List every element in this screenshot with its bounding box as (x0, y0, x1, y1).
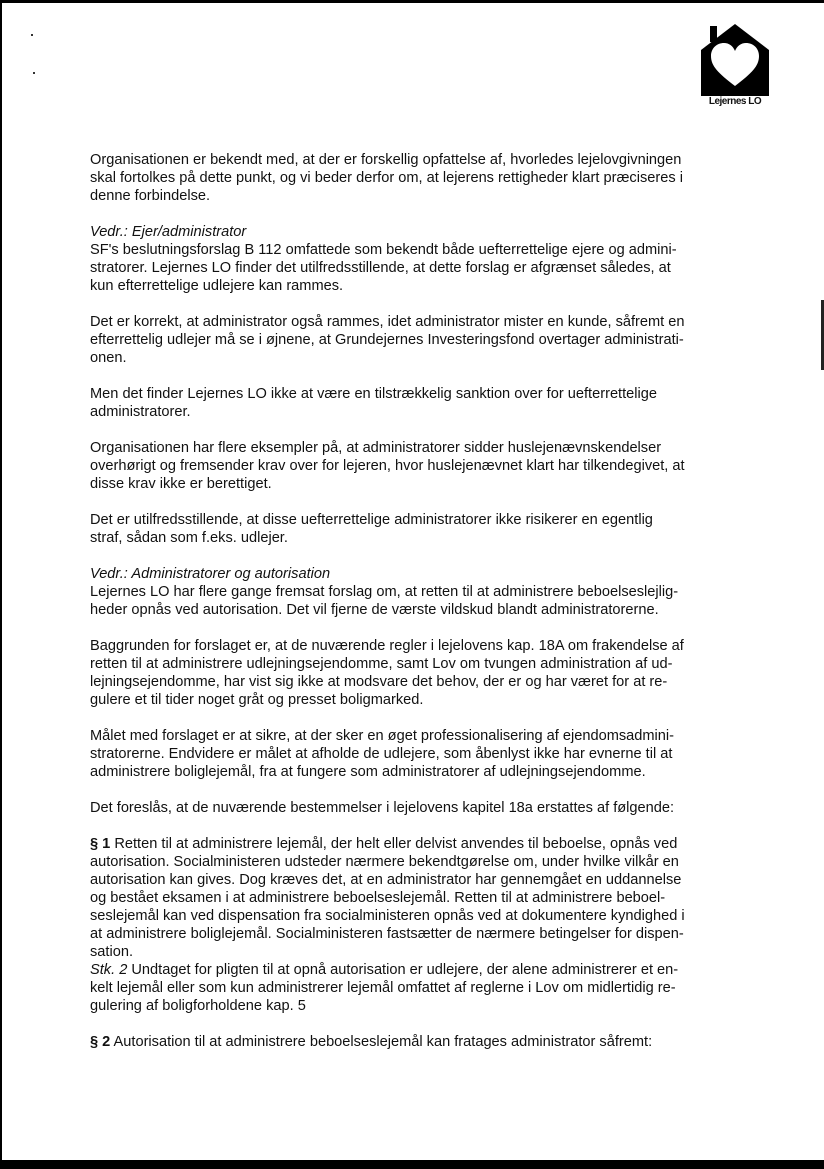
paragraph-section-2 (90, 1033, 730, 1051)
scan-speck (31, 34, 33, 36)
paragraph-intro (90, 151, 730, 205)
text-line: efterrettelig udlejer må se i øjnene, at Grundejernes Investeringsfond overtager administrati- (90, 332, 684, 348)
paragraph-maalet (90, 727, 730, 781)
text-line: Organisationen har flere eksempler på, at administratorer sidder huslejenævnskendelser (90, 440, 662, 456)
text-line: heder opnås ved autorisation. Det vil fjerne de værste vildskud blandt administratorerne. (90, 602, 659, 618)
text-line: Det er utilfredsstillende, at disse uefterrettelige administratorer ikke risikerer en egentlig (90, 512, 653, 528)
text-line: sation. (90, 944, 133, 960)
section-mark-2: § 2 (90, 1034, 111, 1050)
text-line: Men det finder Lejernes LO ikke at være en tilstrækkelig sanktion over for uefterrettelige (90, 386, 657, 402)
paragraph-autorisation (90, 583, 730, 619)
paragraph-korrekt (90, 313, 730, 367)
text-line: Undtaget for pligten til at opnå autorisation er udlejere, der alene administrerer et en- (127, 962, 679, 978)
logo-text: Lejernes LO (708, 96, 762, 107)
text-line: Organisationen er bekendt med, at der er forskellig opfattelse af, hvorledes lejelovgivningen (90, 152, 682, 168)
paragraph-foreslaas (90, 799, 730, 817)
text-line: disse krav ikke er berettiget. (90, 476, 272, 492)
text-line: overhørigt og fremsender krav over for lejeren, hvor huslejenævnet klart har tilkendegivet, at (90, 458, 685, 474)
section-mark-1: § 1 (90, 836, 111, 852)
paragraph-men (90, 385, 730, 421)
text-line: autorisation. Socialministeren udsteder nærmere bekendtgørelse om, under hvilke vilkår en (90, 854, 679, 870)
text-line: stratorerne. Endvidere er målet at afholde de udlejere, som åbenlyst ikke har evnerne til at (90, 746, 673, 762)
paragraph-section-1 (90, 835, 730, 961)
text-line: Baggrunden for forslaget er, at de nuværende regler i lejelovens kap. 18A om frakendelse af (90, 638, 684, 654)
text-line: Det foreslås, at de nuværende bestemmelser i lejelovens kapitel 18a erstattes af følgende: (90, 800, 675, 816)
text-line: Det er korrekt, at administrator også rammes, idet administrator mister en kunde, såfremt en (90, 314, 685, 330)
scan-edge-left (0, 0, 2, 1169)
paragraph-ejer (90, 241, 730, 295)
lejernes-lo-logo (700, 20, 770, 112)
scan-edge-top (0, 0, 824, 3)
text-line: straf, sådan som f.eks. udlejer. (90, 530, 288, 546)
stk-mark-2: Stk. 2 (90, 962, 128, 978)
text-line: lejningsejendomme, har vist sig ikke at modsvare det behov, der er og har været for at re- (90, 674, 668, 690)
text-line: Retten til at administrere lejemål, der helt eller delvist anvendes til beboelse, opnås ved (110, 836, 678, 852)
paragraph-utilfreds (90, 511, 730, 547)
scan-edge-bottom (0, 1160, 824, 1169)
text-line: retten til at administrere udlejningsejendomme, samt Lov om tvungen administration af ud- (90, 656, 673, 672)
text-line: Målet med forslaget er at sikre, at der sker en øget professionalisering af ejendomsadmini- (90, 728, 675, 744)
text-line: administrere boliglejemål, fra at fungere som administratorer af udlejningsejendomme. (90, 764, 646, 780)
text-line: denne forbindelse. (90, 188, 211, 204)
text-line: at administrere boliglejemål. Socialministeren fastsætter de nærmere betingelser for dispen- (90, 926, 684, 942)
text-line: stratorer. Lejernes LO finder det utilfredsstillende, at dette forslag er afgrænset således, at (90, 260, 671, 276)
text-line: gulering af boligforholdene kap. 5 (90, 998, 306, 1014)
text-line: kelt lejemål eller som kun administrerer lejemål omfattet af reglerne i Lov om midlertidig re- (90, 980, 676, 996)
text-line: skal fortolkes på dette punkt, og vi beder derfor om, at lejerens rettigheder klart præciseres i (90, 170, 683, 186)
text-line: og bestået eksamen i at administrere beboelseslejemål. Retten til at administrere beboel- (90, 890, 666, 906)
house-heart-icon (700, 20, 770, 96)
text-line: seslejemål kan ved dispensation fra socialministeren opnås ved at dokumentere kyndighed i (90, 908, 685, 924)
letter-body (90, 151, 730, 1051)
scan-speck (33, 72, 35, 74)
paragraph-stk-2 (90, 961, 730, 1015)
paragraph-baggrund (90, 637, 730, 709)
section-heading-autorisation: Vedr.: Administratorer og autorisation (90, 566, 331, 582)
text-line: Autorisation til at administrere beboelseslejemål kan fratages administrator såfremt: (110, 1034, 653, 1050)
text-line: administratorer. (90, 404, 191, 420)
text-line: kun efterrettelige udlejere kan rammes. (90, 278, 344, 294)
text-line: autorisation kan gives. Dog kræves det, at en administrator har gennemgået en uddannelse (90, 872, 682, 888)
text-line: SF's beslutningsforslag B 112 omfattede som bekendt både uefterrettelige ejere og admini- (90, 242, 677, 258)
paragraph-eksempler (90, 439, 730, 493)
text-line: gulere et til tider noget gråt og presset boligmarked. (90, 692, 424, 708)
text-line: onen. (90, 350, 127, 366)
text-line: Lejernes LO har flere gange fremsat forslag om, at retten til at administrere beboelseslejlig- (90, 584, 679, 600)
section-heading-ejer: Vedr.: Ejer/administrator (90, 224, 247, 240)
